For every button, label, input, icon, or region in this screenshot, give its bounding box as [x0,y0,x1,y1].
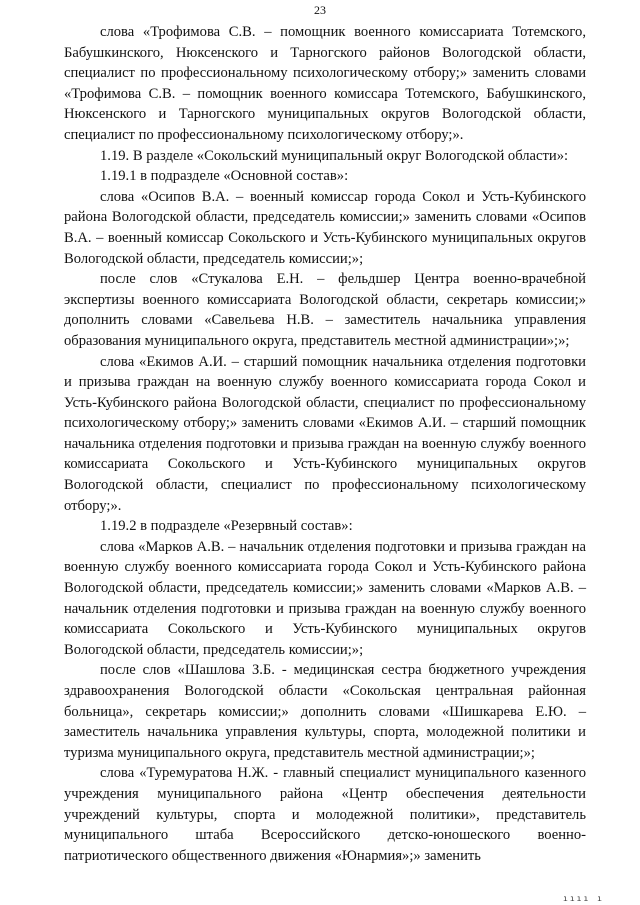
subsection-heading-main: 1.19.1 в подразделе «Основной состав»: [100,168,349,185]
paragraph-savelyeva-addition: после слов «Стукалова Е.Н. – фельдшер Центра военно-врачебной экспертизы военного комиссариата Вологодской области, секретарь комиссии;» дополнить словами «Савельева Н.В. – заместитель начальника управления образования муниципального округа, представитель местной администрации»;»; [64,271,586,349]
paragraph-markov-replacement: слова «Марков А.В. – начальник отделения подготовки и призыва граждан на военную службу военного комиссариата города Сокол и Усть-Кубинского района Вологодской области, председатель комиссии;» заменить словами «Марков А.В. – начальник отделения подготовки и призыва граждан на военную службу военного комиссариата Сокольского и Усть-Кубинского муниципальных округов Вологодской области, председатель комиссии;»; [64,538,586,658]
page-number: 23 [314,3,326,17]
document-body [64,22,586,866]
paragraph-turemuratova-replacement: слова «Туремуратова Н.Ж. - главный специалист муниципального казенного учреждения муниципального района «Центр обеспечения деятельности учреждений культуры, спорта и молодежной политики», представитель муниципального штаба Всероссийского детско-юношеского военно-патриотического общественного движения «Юнармия»;» заменить [64,765,586,864]
subsection-heading-reserve: 1.19.2 в подразделе «Резервный состав»: [100,518,353,535]
paragraph-ekimov-replacement: слова «Екимов А.И. – старший помощник начальника отделения подготовки и призыва граждан на военную службу военного комиссариата города Сокол и Усть-Кубинского района Вологодской области, специалист по профессиональному психологическому отбору;» заменить словами «Екимов А.И. – старший помощник начальника отделения подготовки и призыва граждан на военную службу военного комиссариата Сокольского и Усть-Кубинского муниципальных округов Вологодской области, специалист по профессиональному психологическому отбору;». [64,353,586,514]
paragraph-osipov-replacement: слова «Осипов В.А. – военный комиссар города Сокол и Усть-Кубинского района Вологодской области, председатель комиссии;» заменить словами «Осипов В.А. – военный комиссар Сокольского и Усть-Кубинского муниципальных округов Вологодской области, председатель комиссии;»; [64,188,586,267]
section-heading-sokol: 1.19. В разделе «Сокольский муниципальный округ Вологодской области»: [100,147,569,164]
scan-marks: ıııı ı [563,894,604,903]
paragraph-shishkareva-addition: после слов «Шашлова З.Б. - медицинская сестра бюджетного учреждения здравоохранения Вологодской области «Сокольская центральная районная больница», секретарь комиссии;» дополнить словами «Шишкарева Е.Ю. – заместитель начальника управления культуры, спорта, молодежной политики и туризма муниципального округа, представитель местной администрации;»; [64,662,586,761]
paragraph-trofimova-replacement: слова «Трофимова С.В. – помощник военного комиссариата Тотемского, Бабушкинского, Нюксенского и Тарногского районов Вологодской области, специалист по профессиональному психологическому отбору;» заменить словами «Трофимова С.В. – помощник военного комиссара Тотемского, Бабушкинского, Нюксенского и Тарногского муниципальных округов Вологодской области, специалист по профессиональному психологическому отбору;». [64,24,586,143]
